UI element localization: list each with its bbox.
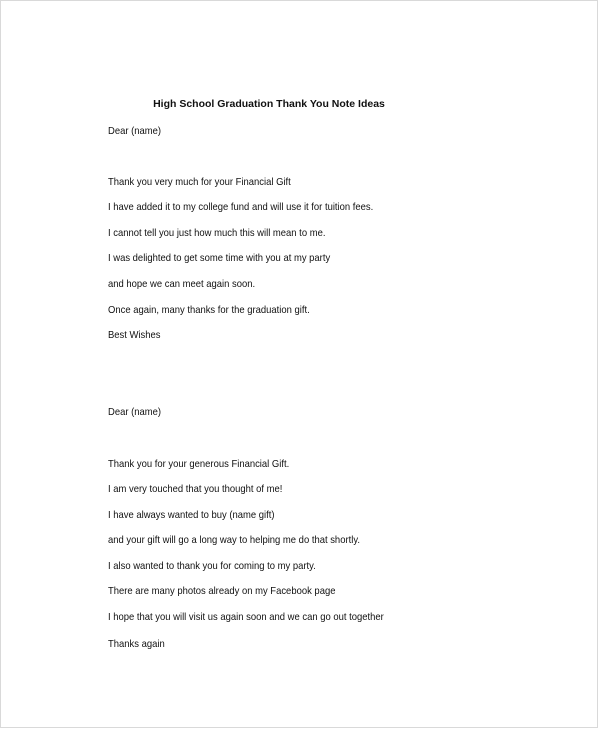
letter1-line-2: I have added it to my college fund and will use it for tuition fees. <box>108 201 374 213</box>
letter1-line-6: Once again, many thanks for the graduation gift. <box>108 304 310 316</box>
letter2-line-6: There are many photos already on my Facebook page <box>108 585 336 597</box>
letter2-line-5: I also wanted to thank you for coming to my party. <box>108 560 316 572</box>
letter2-line-2: I am very touched that you thought of me! <box>108 483 283 495</box>
letter2-line-4: and your gift will go a long way to helping me do that shortly. <box>108 534 360 546</box>
letter2-line-3: I have always wanted to buy (name gift) <box>108 509 275 521</box>
letter1-line-3: I cannot tell you just how much this will mean to me. <box>108 227 326 239</box>
document-title: High School Graduation Thank You Note Ideas <box>153 98 385 110</box>
letter2-line-7: I hope that you will visit us again soon and we can go out together <box>108 611 384 623</box>
letter2-closing: Thanks again <box>108 638 165 650</box>
letter2-line-1: Thank you for your generous Financial Gift. <box>108 458 290 470</box>
letter1-line-4: I was delighted to get some time with you at my party <box>108 252 331 264</box>
letter1-line-5: and hope we can meet again soon. <box>108 278 256 290</box>
letter2-greeting: Dear (name) <box>108 406 162 418</box>
letter1-greeting: Dear (name) <box>108 125 162 137</box>
letter1-line-1: Thank you very much for your Financial Gift <box>108 176 291 188</box>
letter1-closing: Best Wishes <box>108 329 161 341</box>
